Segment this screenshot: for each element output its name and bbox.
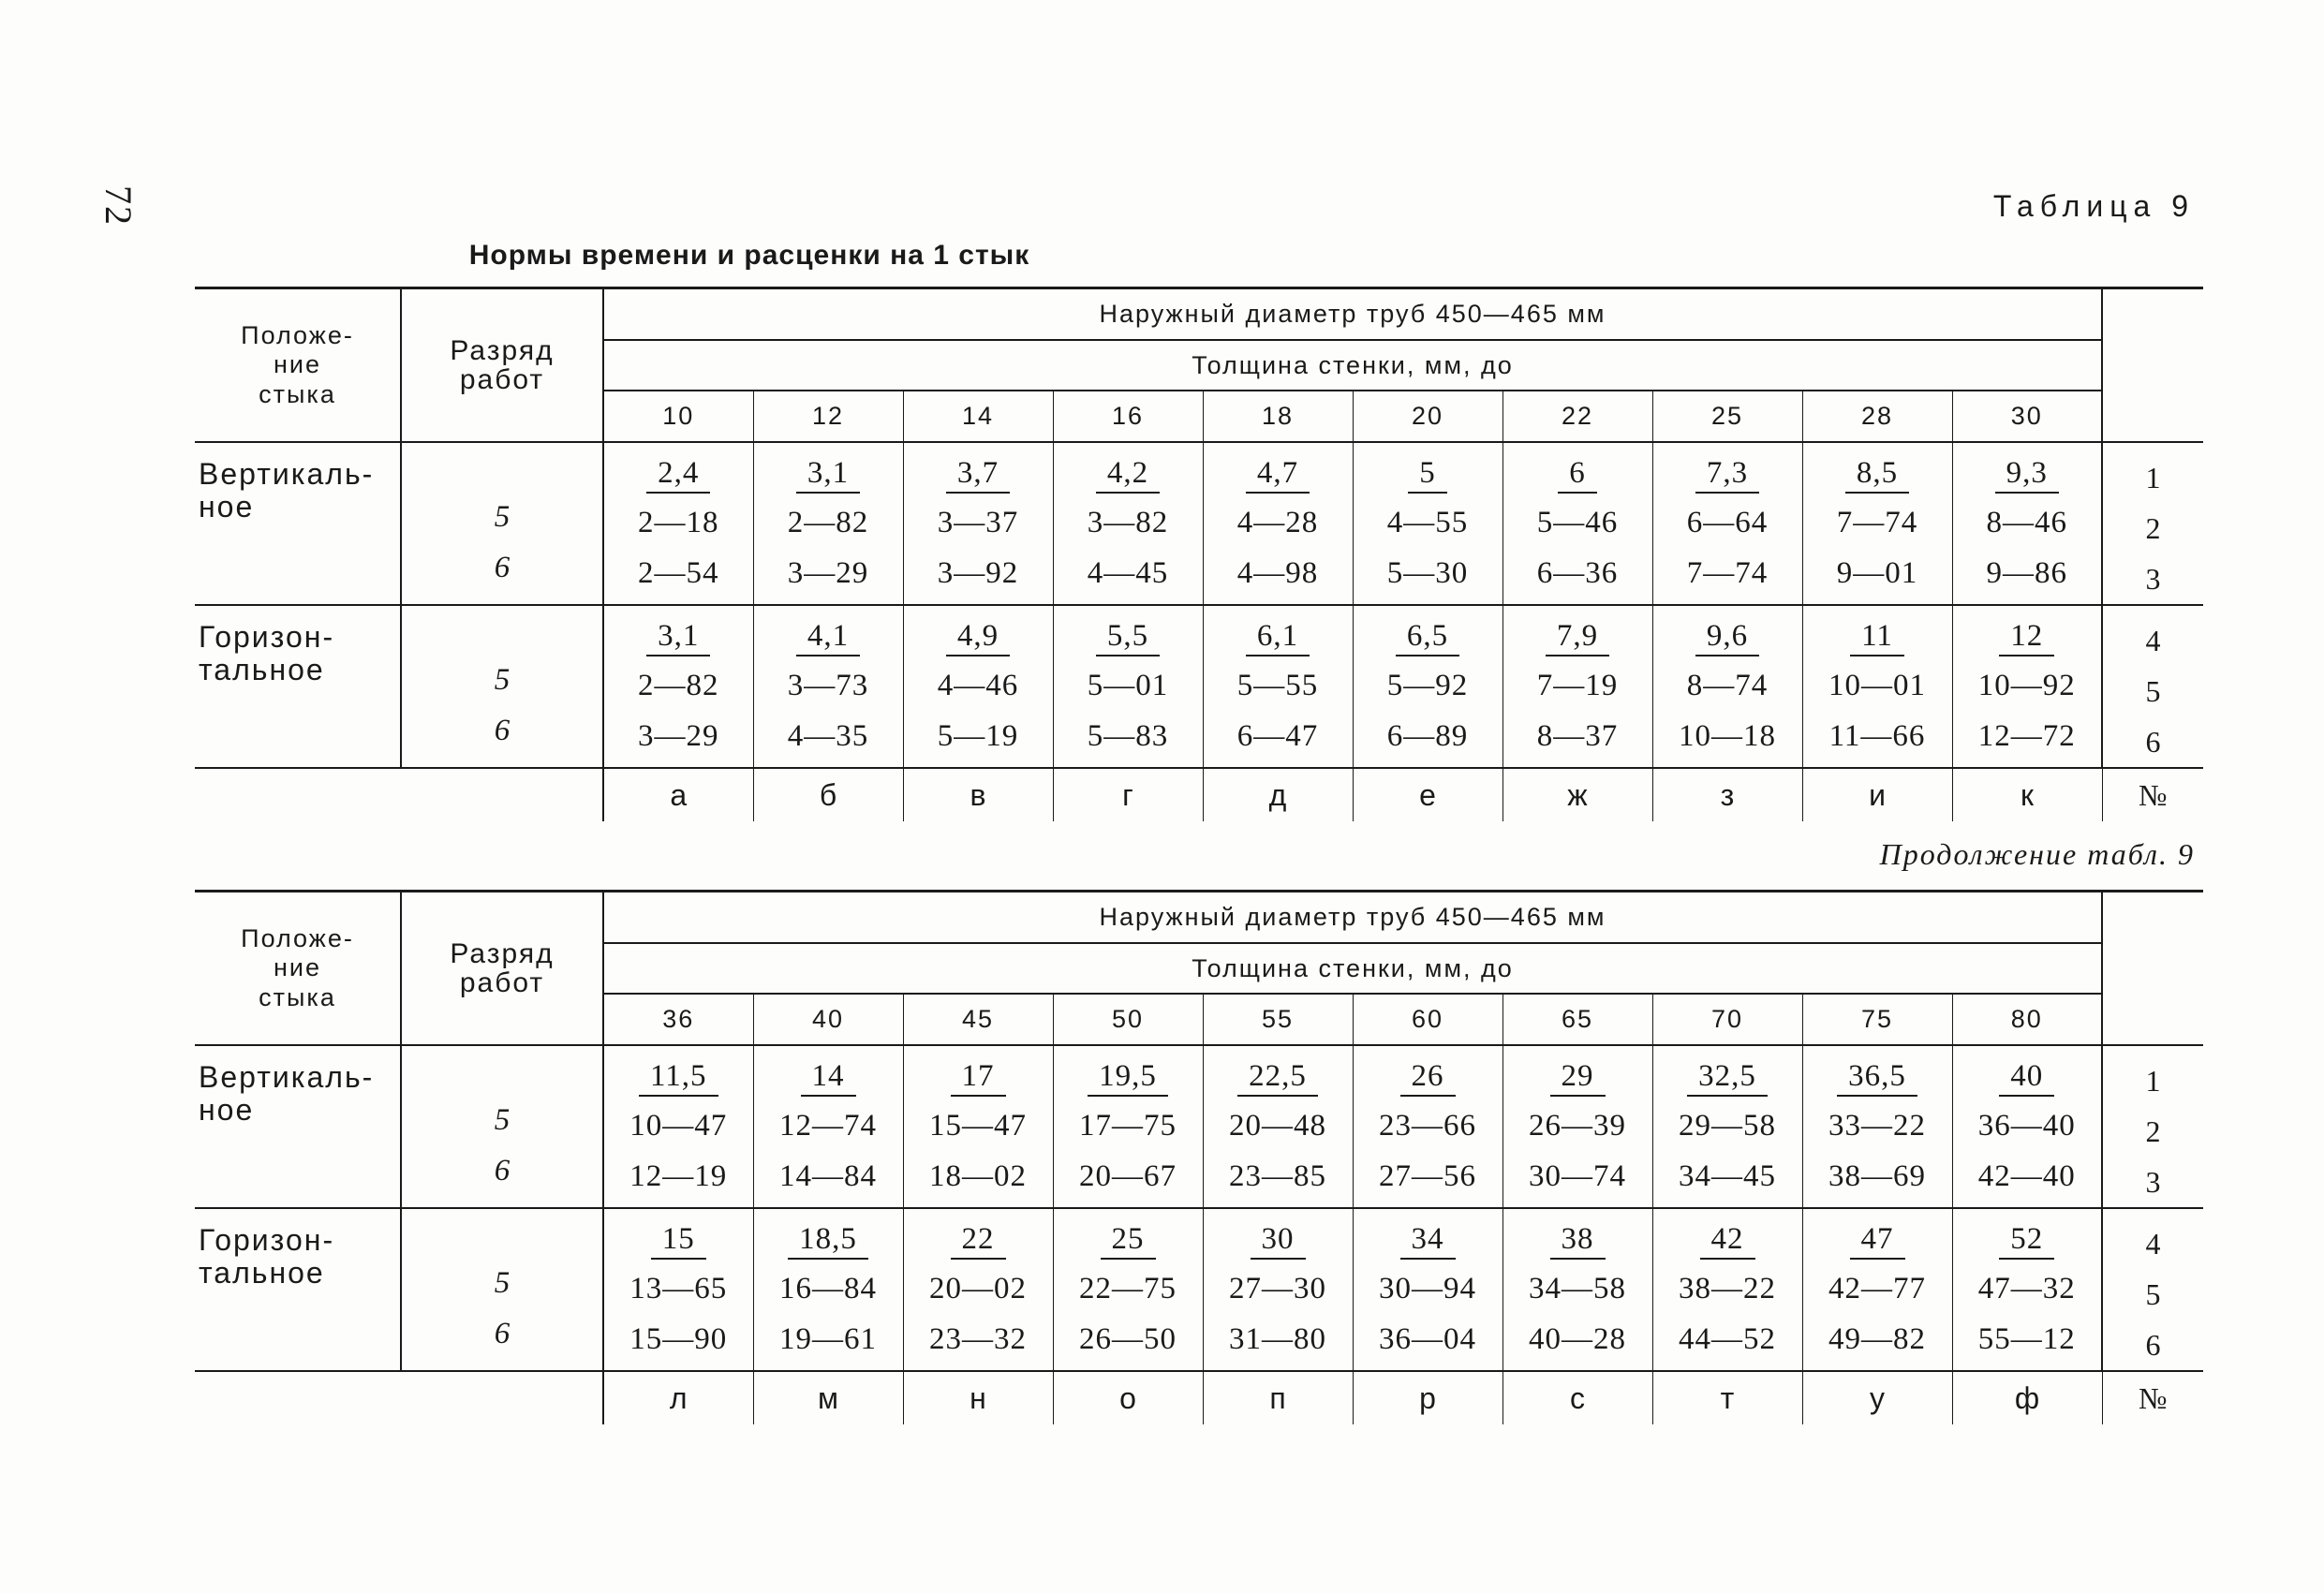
price-grade-6: 38—69 [1828,1159,1926,1193]
row-number: 5 [2145,674,2161,708]
time-norm: 26 [1400,1057,1456,1097]
table-row [195,1208,2203,1371]
price-grade-6: 34—45 [1679,1159,1776,1193]
row-numbers [2102,605,2203,768]
value-cell [903,442,1053,605]
price-grade-6: 12—72 [1977,719,2076,753]
price-grade-6: 20—67 [1079,1159,1177,1193]
time-norm: 42 [1700,1220,1755,1260]
price-grade-6: 18—02 [929,1159,1027,1193]
grade-cell [401,1208,603,1371]
joint-position-line: ное [199,1093,255,1128]
thickness-header: 36 [603,994,753,1045]
page-number: 72 [97,185,140,227]
value-cell [1353,1208,1502,1371]
price-grade-5: 3—37 [937,506,1019,539]
price-grade-6: 5—30 [1386,556,1469,590]
joint-position-line: Горизон- [199,620,335,654]
time-norm: 12 [1999,617,2054,656]
price-grade-5: 13—65 [629,1272,728,1305]
column-letter: и [1802,768,1952,821]
grade-value: 6 [494,714,511,747]
time-norm: 18,5 [788,1220,868,1260]
letters-row [195,768,2203,821]
time-norm: 11,5 [639,1057,718,1097]
thickness-header: 40 [753,994,903,1045]
price-grade-5: 23—66 [1379,1109,1476,1143]
time-norm: 3,7 [946,454,1010,494]
column-letter: б [753,768,903,821]
value-cell [1053,442,1203,605]
price-grade-6: 36—04 [1379,1322,1476,1356]
column-letter: а [603,768,753,821]
letters-row [195,1371,2203,1424]
column-letter: в [903,768,1053,821]
price-grade-5: 4—46 [937,669,1019,702]
time-norm: 32,5 [1687,1057,1768,1097]
price-grade-5: 5—46 [1536,506,1619,539]
price-grade-6: 15—90 [629,1322,728,1356]
value-cell [903,1208,1053,1371]
value-cell [1353,442,1502,605]
price-grade-5: 36—40 [1977,1109,2076,1143]
table-header [195,288,2203,443]
time-norm: 17 [951,1057,1006,1097]
grade-value: 5 [494,1266,511,1300]
price-grade-6: 23—32 [929,1322,1027,1356]
price-grade-6: 10—18 [1679,719,1776,753]
price-grade-6: 7—74 [1686,556,1769,590]
header-grade [401,892,603,1046]
row-number: 6 [2145,1328,2161,1362]
grade-value: 5 [494,663,511,697]
price-grade-6: 4—98 [1236,556,1319,590]
column-letter: к [1952,768,2102,821]
price-grade-6: 6—36 [1536,556,1619,590]
price-grade-5: 47—32 [1977,1272,2076,1305]
value-cell [903,605,1053,768]
price-grade-5: 10—01 [1828,669,1926,702]
thickness-header: 45 [903,994,1053,1045]
group-horizontal [195,605,2203,768]
time-norm: 7,3 [1695,454,1759,494]
value-cell [1203,605,1353,768]
price-grade-5: 22—75 [1079,1272,1177,1305]
value-cell [1952,1208,2102,1371]
price-grade-6: 6—89 [1386,719,1469,753]
grade-value: 5 [494,500,511,534]
price-grade-5: 42—77 [1828,1272,1926,1305]
value-cell [1652,1045,1802,1208]
table-header [195,892,2203,1046]
row-numbers [2102,1208,2203,1371]
thickness-header: 25 [1652,391,1802,442]
joint-position [195,1045,401,1208]
price-grade-6: 12—19 [629,1159,728,1193]
header-diameter: Наружный диаметр труб 450—465 мм [603,892,2102,944]
time-norm: 22,5 [1237,1057,1318,1097]
price-grade-5: 2—82 [787,506,869,539]
price-grade-5: 6—64 [1686,506,1769,539]
value-cell [1652,605,1802,768]
time-norm: 14 [801,1057,856,1097]
value-cell [1203,442,1353,605]
value-cell [1502,1208,1652,1371]
time-norm: 30 [1251,1220,1306,1260]
time-norm: 4,7 [1246,454,1310,494]
value-cell [1053,1045,1203,1208]
price-grade-6: 40—28 [1529,1322,1626,1356]
price-grade-6: 3—29 [787,556,869,590]
value-cell [603,1045,753,1208]
column-letter: ж [1502,768,1652,821]
value-cell [603,442,753,605]
price-grade-5: 33—22 [1828,1109,1926,1143]
price-grade-5: 16—84 [779,1272,877,1305]
number-sign: № [2102,768,2203,821]
value-cell [1203,1045,1353,1208]
price-grade-6: 26—50 [1079,1322,1177,1356]
time-norm: 2,4 [646,454,710,494]
row-number: 3 [2145,562,2161,596]
time-norm: 9,6 [1695,617,1759,656]
price-grade-5: 4—28 [1236,506,1319,539]
price-grade-6: 49—82 [1828,1322,1926,1356]
column-letter: п [1203,1371,1353,1424]
price-grade-6: 19—61 [779,1322,877,1356]
time-norm: 6 [1558,454,1597,494]
price-grade-6: 2—54 [638,556,719,590]
time-norm: 11 [1850,617,1904,656]
table-label: Таблица 9 [1992,189,2195,223]
column-letter: л [603,1371,753,1424]
time-norm: 6,5 [1396,617,1459,656]
row-number: 6 [2145,725,2161,759]
number-sign: № [2102,1371,2203,1424]
column-letters [195,1371,2203,1424]
time-norm: 5 [1408,454,1447,494]
grade-value: 6 [494,551,511,584]
price-grade-6: 31—80 [1229,1322,1326,1356]
price-grade-5: 5—55 [1236,669,1319,702]
price-grade-6: 14—84 [779,1159,877,1193]
column-letter: м [753,1371,903,1424]
price-grade-5: 3—73 [787,669,869,702]
value-cell [603,605,753,768]
price-grade-6: 55—12 [1977,1322,2076,1356]
price-grade-6: 9—86 [1986,556,2067,590]
price-grade-5: 5—92 [1386,669,1469,702]
thickness-header: 12 [753,391,903,442]
time-norm: 9,3 [1995,454,2059,494]
value-cell [1802,1208,1952,1371]
price-grade-6: 42—40 [1977,1159,2076,1193]
table-row [195,1045,2203,1208]
price-grade-5: 15—47 [929,1109,1027,1143]
thickness-header: 60 [1353,994,1502,1045]
table-title: Нормы времени и расценки на 1 стык [468,240,1030,271]
joint-position [195,442,401,605]
grade-value: 6 [494,1154,511,1187]
thickness-header: 16 [1053,391,1203,442]
value-cell [603,1208,753,1371]
price-grade-5: 2—82 [638,669,719,702]
grade-cell [401,1045,603,1208]
thickness-header: 18 [1203,391,1353,442]
time-norm: 36,5 [1837,1057,1917,1097]
price-grade-6: 8—37 [1536,719,1619,753]
value-cell [1502,1045,1652,1208]
header-row-number [2102,288,2203,443]
time-norm: 7,9 [1546,617,1609,656]
table-row [195,442,2203,605]
time-norm: 25 [1101,1220,1156,1260]
thickness-header: 28 [1802,391,1952,442]
joint-position-line: Горизон- [199,1223,335,1257]
column-letter: у [1802,1371,1952,1424]
price-grade-5: 2—18 [638,506,719,539]
value-cell [1053,1208,1203,1371]
row-numbers [2102,442,2203,605]
thickness-header: 50 [1053,994,1203,1045]
value-cell [753,1208,903,1371]
price-grade-6: 3—29 [638,719,719,753]
value-cell [1802,442,1952,605]
header-position [195,288,401,443]
price-grade-5: 29—58 [1679,1109,1776,1143]
grade-cell [401,442,603,605]
price-grade-6: 3—92 [937,556,1019,590]
table-row [195,605,2203,768]
price-grade-6: 27—56 [1379,1159,1476,1193]
time-norm: 4,1 [796,617,860,656]
price-grade-5: 8—74 [1686,669,1769,702]
norms-table-1 [195,287,2203,821]
header-position-text: Положе-ние стыка [241,321,354,408]
value-cell [1353,605,1502,768]
header-position [195,892,401,1046]
column-letter: с [1502,1371,1652,1424]
value-cell [1802,1045,1952,1208]
time-norm: 19,5 [1088,1057,1168,1097]
row-number: 4 [2145,624,2161,657]
price-grade-6: 11—66 [1828,719,1926,753]
price-grade-5: 38—22 [1679,1272,1776,1305]
thickness-header: 14 [903,391,1053,442]
column-letter: т [1652,1371,1802,1424]
thickness-header: 22 [1502,391,1652,442]
header-grade [401,288,603,443]
thickness-header: 65 [1502,994,1652,1045]
grade-value: 6 [494,1317,511,1350]
header-wall-thickness: Толщина стенки, мм, до [603,943,2102,994]
price-grade-5: 8—46 [1986,506,2067,539]
joint-position-line: Вертикаль- [199,1060,375,1094]
price-grade-5: 20—48 [1229,1109,1326,1143]
time-norm: 40 [1999,1057,2054,1097]
joint-position [195,1208,401,1371]
price-grade-5: 5—01 [1087,669,1169,702]
header-row-number [2102,892,2203,1046]
time-norm: 3,1 [646,617,710,656]
price-grade-6: 5—83 [1087,719,1169,753]
price-grade-6: 30—74 [1529,1159,1626,1193]
thickness-header: 80 [1952,994,2102,1045]
time-norm: 6,1 [1246,617,1310,656]
price-grade-5: 10—47 [629,1109,728,1143]
price-grade-5: 4—55 [1386,506,1469,539]
time-norm: 34 [1400,1220,1456,1260]
column-letter: е [1353,768,1502,821]
joint-position-line: тальное [199,1256,325,1291]
thickness-header: 20 [1353,391,1502,442]
joint-position-line: тальное [199,653,325,687]
time-norm: 38 [1550,1220,1606,1260]
continuation-label: Продолжение табл. 9 [1879,837,2195,871]
price-grade-6: 4—35 [787,719,869,753]
value-cell [903,1045,1053,1208]
row-number: 1 [2145,1064,2161,1098]
value-cell [1502,605,1652,768]
time-norm: 5,5 [1096,617,1160,656]
row-number: 1 [2145,461,2161,494]
column-letter: р [1353,1371,1502,1424]
value-cell [1802,605,1952,768]
time-norm: 4,9 [946,617,1010,656]
column-letter: о [1053,1371,1203,1424]
price-grade-5: 17—75 [1079,1109,1177,1143]
time-norm: 52 [1999,1220,2054,1260]
column-letter: г [1053,768,1203,821]
time-norm: 4,2 [1096,454,1160,494]
time-norm: 15 [651,1220,706,1260]
header-position-text: Положе-ние стыка [241,924,354,1011]
price-grade-5: 27—30 [1229,1272,1326,1305]
column-letter: з [1652,768,1802,821]
price-grade-5: 30—94 [1379,1272,1476,1305]
thickness-header: 10 [603,391,753,442]
grade-cell [401,605,603,768]
value-cell [1952,605,2102,768]
value-cell [753,1045,903,1208]
row-number: 3 [2145,1165,2161,1199]
header-grade-text: Разряд работ [450,334,555,395]
value-cell [1203,1208,1353,1371]
price-grade-5: 12—74 [779,1109,877,1143]
price-grade-5: 10—92 [1977,669,2076,702]
joint-position-line: Вертикаль- [199,457,375,491]
price-grade-6: 4—45 [1087,556,1169,590]
grade-value: 5 [494,1103,511,1137]
value-cell [753,442,903,605]
row-number: 2 [2145,511,2161,545]
thickness-header: 75 [1802,994,1952,1045]
group-vertical [195,442,2203,605]
price-grade-5: 34—58 [1529,1272,1626,1305]
price-grade-6: 9—01 [1836,556,1918,590]
value-cell [1652,442,1802,605]
price-grade-5: 26—39 [1529,1109,1626,1143]
group-horizontal [195,1208,2203,1371]
row-number: 5 [2145,1277,2161,1311]
price-grade-6: 5—19 [937,719,1019,753]
column-letter: ф [1952,1371,2102,1424]
column-letters [195,768,2203,821]
price-grade-5: 7—74 [1836,506,1918,539]
norms-table-2 [195,890,2203,1424]
value-cell [1502,442,1652,605]
row-number: 4 [2145,1227,2161,1261]
joint-position-line: ное [199,490,255,524]
thickness-header: 30 [1952,391,2102,442]
time-norm: 47 [1850,1220,1905,1260]
time-norm: 29 [1550,1057,1606,1097]
header-diameter: Наружный диаметр труб 450—465 мм [603,288,2102,341]
value-cell [1353,1045,1502,1208]
column-letter: н [903,1371,1053,1424]
joint-position [195,605,401,768]
header-wall-thickness: Толщина стенки, мм, до [603,340,2102,391]
thickness-header: 70 [1652,994,1802,1045]
price-grade-5: 3—82 [1087,506,1169,539]
row-number: 2 [2145,1114,2161,1148]
price-grade-6: 23—85 [1229,1159,1326,1193]
group-vertical [195,1045,2203,1208]
column-letter: д [1203,768,1353,821]
time-norm: 3,1 [796,454,860,494]
value-cell [753,605,903,768]
value-cell [1952,1045,2102,1208]
value-cell [1053,605,1203,768]
header-grade-text: Разряд работ [450,937,555,998]
value-cell [1652,1208,1802,1371]
price-grade-5: 7—19 [1536,669,1619,702]
price-grade-6: 6—47 [1236,719,1319,753]
row-numbers [2102,1045,2203,1208]
time-norm: 8,5 [1845,454,1909,494]
price-grade-5: 20—02 [929,1272,1027,1305]
time-norm: 22 [951,1220,1006,1260]
thickness-header: 55 [1203,994,1353,1045]
value-cell [1952,442,2102,605]
price-grade-6: 44—52 [1679,1322,1776,1356]
